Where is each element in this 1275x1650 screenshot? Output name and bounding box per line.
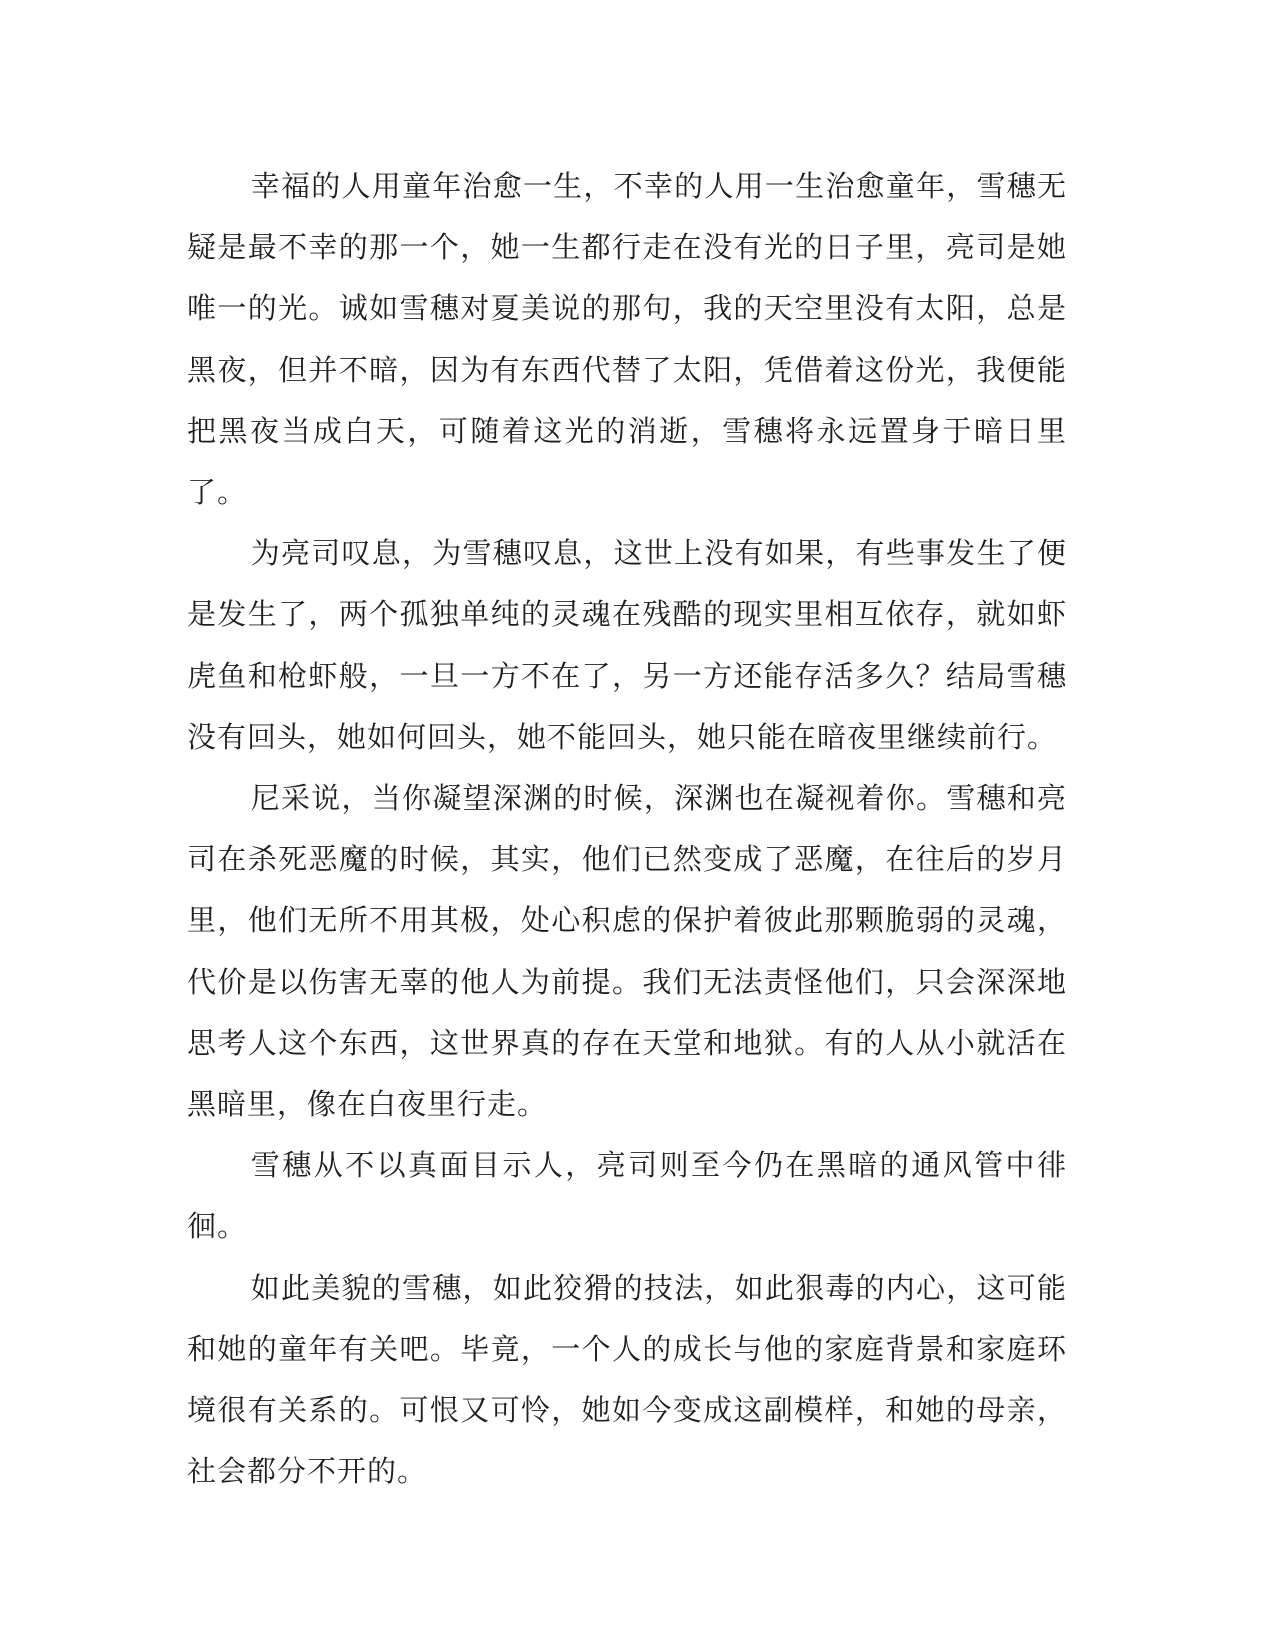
body-text [187, 156, 1067, 1502]
paragraph-3: 尼采说，当你凝望深渊的时候，深渊也在凝视着你。雪穗和亮司在杀死恶魔的时候，其实，他们已然变成了恶魔，在往后的岁月里，他们无所不用其极，处心积虑的保护着彼此那颗脆弱的灵魂，代价是以伤害无辜的他人为前提。我们无法责怪他们，只会深深地思考人这个东西，这世界真的存在天堂和地狱。有的人从小就活在黑暗里，像在白夜里行走。 [187, 781, 1067, 1122]
paragraph-1: 幸福的人用童年治愈一生，不幸的人用一生治愈童年，雪穗无疑是最不幸的那一个，她一生都行走在没有光的日子里，亮司是她唯一的光。诚如雪穗对夏美说的那句，我的天空里没有太阳，总是黑夜，但并不暗，因为有东西代替了太阳，凭借着这份光，我便能把黑夜当成白天，可随着这光的消逝，雪穗将永远置身于暗日里了。 [187, 169, 1067, 510]
paragraph-4: 雪穗从不以真面目示人，亮司则至今仍在黑暗的通风管中徘徊。 [187, 1148, 1067, 1244]
paragraph-5: 如此美貌的雪穗，如此狡猾的技法，如此狠毒的内心，这可能和她的童年有关吧。毕竟，一个人的成长与他的家庭背景和家庭环境很有关系的。可恨又可怜，她如今变成这副模样，和她的母亲，社会都分不开的。 [187, 1270, 1067, 1489]
paragraph-2: 为亮司叹息，为雪穗叹息，这世上没有如果，有些事发生了便是发生了，两个孤独单纯的灵魂在残酷的现实里相互依存，就如虾虎鱼和枪虾般，一旦一方不在了，另一方还能存活多久？结局雪穗没有回头，她如何回头，她不能回头，她只能在暗夜里继续前行。 [187, 536, 1067, 754]
